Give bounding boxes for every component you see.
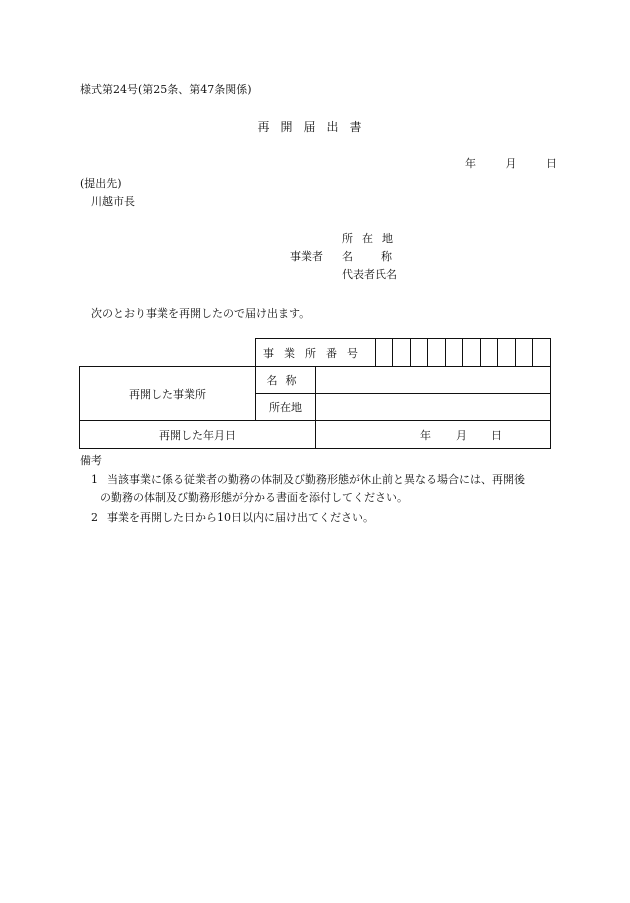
reopen-date-month: 月: [456, 428, 467, 442]
applicant-address-label: 所在地: [342, 232, 402, 245]
remark-item-1-continuation: の勤務の体制及び勤務形態が分かる書面を添付してください。: [100, 491, 408, 504]
office-number-digit[interactable]: [376, 339, 392, 366]
office-location-field[interactable]: [316, 394, 550, 420]
office-location-label: 所在地: [269, 401, 302, 414]
addressee-name: 川越市長: [91, 195, 135, 208]
intro-text: 次のとおり事業を再開したので届け出ます。: [91, 307, 311, 320]
document-title: 再開届出書: [257, 120, 373, 134]
office-number-digit[interactable]: [463, 339, 480, 366]
office-name-field[interactable]: [316, 367, 550, 393]
office-name-label: 名称: [266, 374, 305, 387]
office-number-digit[interactable]: [498, 339, 515, 366]
remarks-title: 備考: [80, 454, 102, 467]
reopened-office-label: 再開した事業所: [129, 387, 206, 401]
office-number-digit[interactable]: [411, 339, 427, 366]
applicant-name-label: 名称: [342, 250, 420, 263]
office-number-digit[interactable]: [481, 339, 497, 366]
remark-text: 当該事業に係る従業者の勤務の体制及び勤務形態が休止前と異なる場合には、再開後: [107, 473, 525, 486]
reopen-date-field[interactable]: [316, 421, 550, 448]
remark-text: 事業を再開した日から10日以内に届け出てください。: [107, 511, 374, 524]
office-number-label: 事業所番号: [263, 346, 368, 360]
date-year: 年: [465, 157, 476, 170]
remark-number: 1: [91, 473, 98, 486]
notification-table: [79, 338, 551, 449]
applicant-block: [290, 230, 420, 284]
addressee-label: (提出先): [80, 177, 122, 190]
reopen-date-day: 日: [491, 428, 502, 442]
submission-date: [465, 155, 557, 171]
form-number: 様式第24号(第25条、第47条関係): [80, 83, 252, 96]
office-number-digit[interactable]: [533, 339, 550, 366]
office-number-digit[interactable]: [446, 339, 462, 366]
remark-item-1: [91, 471, 525, 487]
reopen-date-label: 再開した年月日: [159, 428, 236, 442]
remark-item-2: [91, 509, 374, 525]
office-number-digit[interactable]: [516, 339, 532, 366]
applicant-prefix: 事業者: [290, 250, 323, 263]
office-number-digit[interactable]: [393, 339, 410, 366]
remark-number: 2: [91, 511, 98, 524]
date-day: 日: [546, 157, 557, 170]
reopen-date-year: 年: [420, 428, 431, 442]
date-month: 月: [505, 157, 517, 170]
applicant-rep-label: 代表者氏名: [342, 268, 397, 281]
office-number-digit[interactable]: [428, 339, 445, 366]
